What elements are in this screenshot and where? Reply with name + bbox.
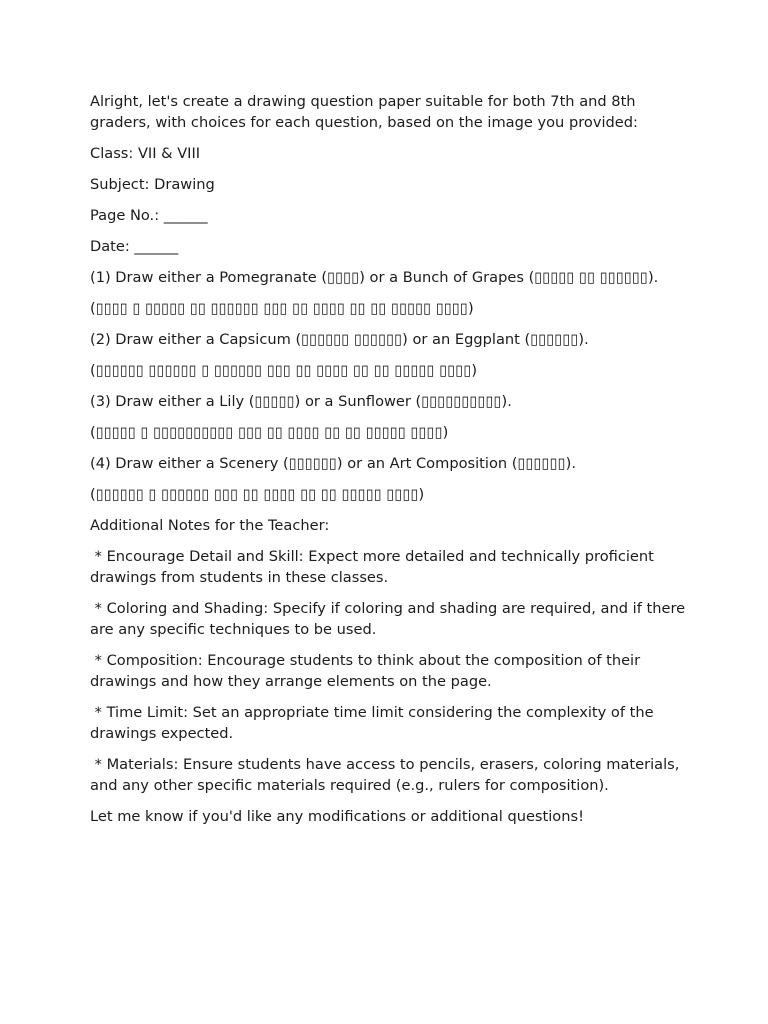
note-composition: * Composition: Encourage students to think about the composition of their drawings and how they arrange elements on the page. <box>90 652 645 690</box>
class-line: Class: VII & VIII <box>90 145 201 162</box>
page-number-line: Page No.: ______ <box>90 207 208 224</box>
note-coloring-shading: * Coloring and Shading: Specify if coloring and shading are required, and if there are any specific techniques to be used. <box>90 600 690 638</box>
notes-heading: Additional Notes for the Teacher: <box>90 517 330 534</box>
question-4: (4) Draw either a Scenery (▯▯▯▯▯▯) or an Art Composition (▯▯▯▯▯▯). <box>90 455 576 472</box>
question-3-note: (▯▯▯▯▯ ▯ ▯▯▯▯▯▯▯▯▯▯ ▯▯▯ ▯▯ ▯▯▯▯ ▯▯ ▯▯ ▯▯▯▯▯ ▯▯▯▯) <box>90 424 449 441</box>
date-line: Date: ______ <box>90 238 179 255</box>
subject-line: Subject: Drawing <box>90 176 215 193</box>
note-time-limit: * Time Limit: Set an appropriate time limit considering the complexity of the drawings expected. <box>90 704 659 742</box>
question-3: (3) Draw either a Lily (▯▯▯▯▯) or a Sunflower (▯▯▯▯▯▯▯▯▯▯). <box>90 393 512 410</box>
question-2: (2) Draw either a Capsicum (▯▯▯▯▯▯ ▯▯▯▯▯▯) or an Eggplant (▯▯▯▯▯▯). <box>90 331 589 348</box>
note-detail-skill: * Encourage Detail and Skill: Expect more detailed and technically proficient drawings from students in these classes. <box>90 548 659 586</box>
question-1: (1) Draw either a Pomegranate (▯▯▯▯) or a Bunch of Grapes (▯▯▯▯▯ ▯▯ ▯▯▯▯▯▯). <box>90 269 659 286</box>
note-materials: * Materials: Ensure students have access to pencils, erasers, coloring materials, and any other specific materials required (e.g., rulers for composition). <box>90 756 685 794</box>
closing-paragraph: Let me know if you'd like any modifications or additional questions! <box>90 808 584 825</box>
question-4-note: (▯▯▯▯▯▯ ▯ ▯▯▯▯▯▯ ▯▯▯ ▯▯ ▯▯▯▯ ▯▯ ▯▯ ▯▯▯▯▯ ▯▯▯▯) <box>90 486 425 503</box>
question-2-note: (▯▯▯▯▯▯ ▯▯▯▯▯▯ ▯ ▯▯▯▯▯▯ ▯▯▯ ▯▯ ▯▯▯▯ ▯▯ ▯▯ ▯▯▯▯▯ ▯▯▯▯) <box>90 362 478 379</box>
intro-paragraph: Alright, let's create a drawing question paper suitable for both 7th and 8th graders, with choices for each question, based on the image you provided: <box>90 93 641 131</box>
question-1-note: (▯▯▯▯ ▯ ▯▯▯▯▯ ▯▯ ▯▯▯▯▯▯ ▯▯▯ ▯▯ ▯▯▯▯ ▯▯ ▯▯ ▯▯▯▯▯ ▯▯▯▯) <box>90 300 474 317</box>
document-body <box>90 91 690 837</box>
